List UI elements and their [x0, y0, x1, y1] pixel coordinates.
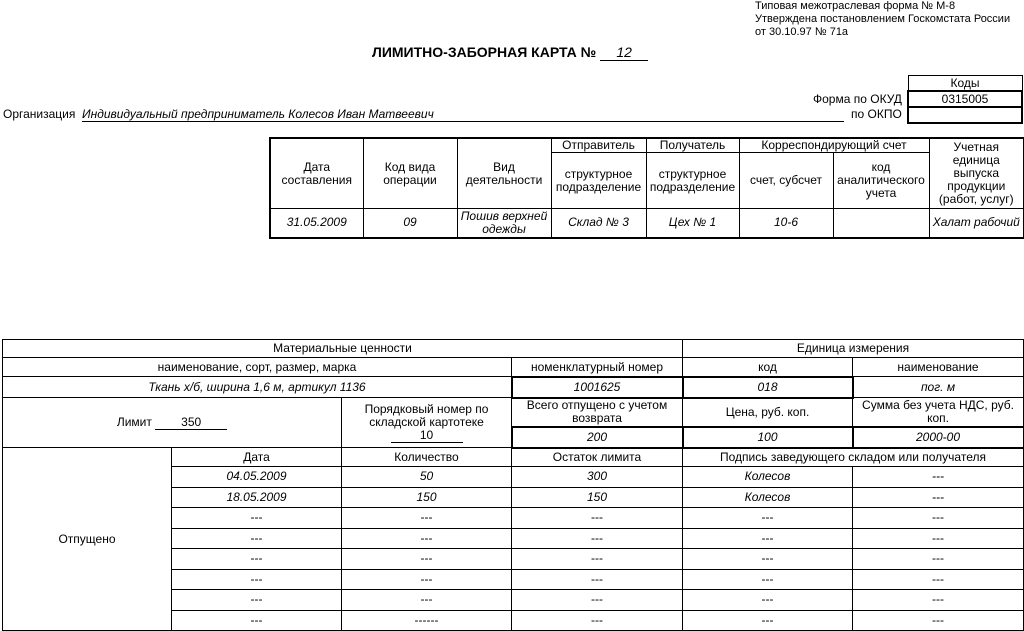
- cell-rest: ---: [512, 508, 683, 529]
- cell-sign-2: ---: [853, 549, 1024, 570]
- cell-date: ---: [172, 508, 342, 529]
- unit-code: 018: [683, 377, 853, 398]
- cell-qty: ---: [342, 528, 512, 549]
- col-date: Дата: [172, 448, 342, 467]
- cell-date: ---: [172, 569, 342, 590]
- hdr-corr-account: Корреспондирующий счет: [739, 138, 929, 153]
- hdr-account: счет, субсчет: [739, 153, 833, 209]
- sum-value: 2000-00: [853, 427, 1024, 448]
- title-text: ЛИМИТНО-ЗАБОРНАЯ КАРТА №: [372, 44, 597, 60]
- cell-sign-2: ---: [853, 508, 1024, 529]
- name-header: наименование, сорт, размер, марка: [3, 358, 512, 377]
- price-label: Цена, руб. коп.: [683, 398, 853, 427]
- cell-sign-1: ---: [683, 528, 853, 549]
- cell-sign-2: ---: [853, 590, 1024, 611]
- cell-sign-2: ---: [853, 467, 1024, 488]
- cell-sign-2: ---: [853, 569, 1024, 590]
- cell-date: ---: [172, 590, 342, 611]
- cell-date: ---: [172, 528, 342, 549]
- cell-qty: ---: [342, 590, 512, 611]
- cell-date: ---: [172, 610, 342, 631]
- hdr-unit: Учетная единица выпуска продукции (работ, услуг): [929, 138, 1024, 209]
- limit-cell: [3, 398, 342, 448]
- cell-sign-1: Колесов: [683, 467, 853, 488]
- form-note-line: от 30.10.97 № 71а: [755, 26, 849, 38]
- row-account: 10-6: [739, 209, 833, 238]
- codes-table: [907, 75, 1023, 124]
- form-note: [755, 0, 1010, 39]
- hdr-analytic: код аналитического учета: [833, 153, 929, 209]
- unit-name-header: наименование: [853, 358, 1024, 377]
- total-label: Всего отпущено с учетом возврата: [512, 398, 683, 427]
- card-number: 12: [600, 44, 648, 61]
- cell-date: 18.05.2009: [172, 487, 342, 508]
- cell-qty: 50: [342, 467, 512, 488]
- limit-label: Лимит: [116, 414, 152, 429]
- cell-date: ---: [172, 549, 342, 570]
- cell-qty: ------: [342, 610, 512, 631]
- row-sender: Склад № 3: [551, 209, 646, 238]
- row-analytic: [833, 209, 929, 238]
- cell-sign-1: ---: [683, 549, 853, 570]
- cell-rest: ---: [512, 610, 683, 631]
- col-sign: Подпись заведующего складом или получателя: [683, 448, 1024, 467]
- page-title: [372, 44, 648, 61]
- form-note-line: Типовая межотраслевая форма № М-8: [755, 0, 956, 12]
- cell-sign-1: ---: [683, 610, 853, 631]
- organization-label: Организация: [3, 107, 76, 121]
- hdr-receiver-sub: структурное подразделение: [646, 153, 739, 209]
- row-activity: Пошив верхней одежды: [457, 209, 551, 238]
- cell-sign-1: ---: [683, 508, 853, 529]
- card-no-cell: [342, 398, 512, 448]
- cell-sign-2: ---: [853, 610, 1024, 631]
- okud-value: 0315005: [908, 91, 1022, 107]
- cell-rest: 150: [512, 487, 683, 508]
- cell-qty: 150: [342, 487, 512, 508]
- codes-header: Коды: [908, 76, 1022, 92]
- cell-rest: ---: [512, 590, 683, 611]
- nomen-number: 1001625: [512, 377, 683, 398]
- cell-date: 04.05.2009: [172, 467, 342, 488]
- col-qty: Количество: [342, 448, 512, 467]
- col-rest: Остаток лимита: [512, 448, 683, 467]
- cell-rest: 300: [512, 467, 683, 488]
- cell-rest: ---: [512, 549, 683, 570]
- hdr-sender-sub: структурное подразделение: [551, 153, 646, 209]
- nomen-header: номенклатурный номер: [512, 358, 683, 377]
- issued-label: Отпущено: [3, 448, 172, 631]
- materials-header: Материальные ценности: [3, 340, 683, 358]
- cell-sign-1: Колесов: [683, 487, 853, 508]
- row-op-code: 09: [363, 209, 457, 238]
- sum-label: Сумма без учета НДС, руб. коп.: [853, 398, 1024, 427]
- hdr-date: Дата составления: [270, 138, 363, 209]
- hdr-activity: Вид деятельности: [457, 138, 551, 209]
- main-table: [2, 339, 1024, 631]
- hdr-op-code: Код вида операции: [363, 138, 457, 209]
- card-no-value: 10: [391, 429, 463, 443]
- cell-rest: ---: [512, 569, 683, 590]
- cell-sign-1: ---: [683, 569, 853, 590]
- limit-value: 350: [155, 416, 227, 430]
- card-no-label: Порядковый номер по складской картотеке: [364, 401, 489, 429]
- cell-sign-1: ---: [683, 590, 853, 611]
- okud-label: Форма по ОКУД: [813, 92, 902, 106]
- cell-sign-2: ---: [853, 487, 1024, 508]
- code-header: код: [683, 358, 853, 377]
- okpo-value: [908, 107, 1022, 123]
- top-table: [269, 137, 1024, 239]
- unit-name: пог. м: [853, 377, 1024, 398]
- cell-qty: ---: [342, 508, 512, 529]
- cell-rest: ---: [512, 528, 683, 549]
- row-unit: Халат рабочий: [929, 209, 1024, 238]
- organization-value: Индивидуальный предприниматель Колесов Иван Матвеевич: [82, 107, 844, 122]
- total-value: 200: [512, 427, 683, 448]
- okpo-label: по ОКПО: [851, 107, 902, 121]
- cell-sign-2: ---: [853, 528, 1024, 549]
- form-note-line: Утверждена постановлением Госкомстата России: [755, 13, 1011, 25]
- cell-qty: ---: [342, 549, 512, 570]
- hdr-sender: Отправитель: [551, 138, 646, 153]
- price-value: 100: [683, 427, 853, 448]
- cell-qty: ---: [342, 569, 512, 590]
- material-name: Ткань х/б, ширина 1,6 м, артикул 1136: [3, 377, 512, 398]
- row-date: 31.05.2009: [270, 209, 363, 238]
- row-receiver: Цех № 1: [646, 209, 739, 238]
- units-header: Единица измерения: [683, 340, 1024, 358]
- hdr-receiver: Получатель: [646, 138, 739, 153]
